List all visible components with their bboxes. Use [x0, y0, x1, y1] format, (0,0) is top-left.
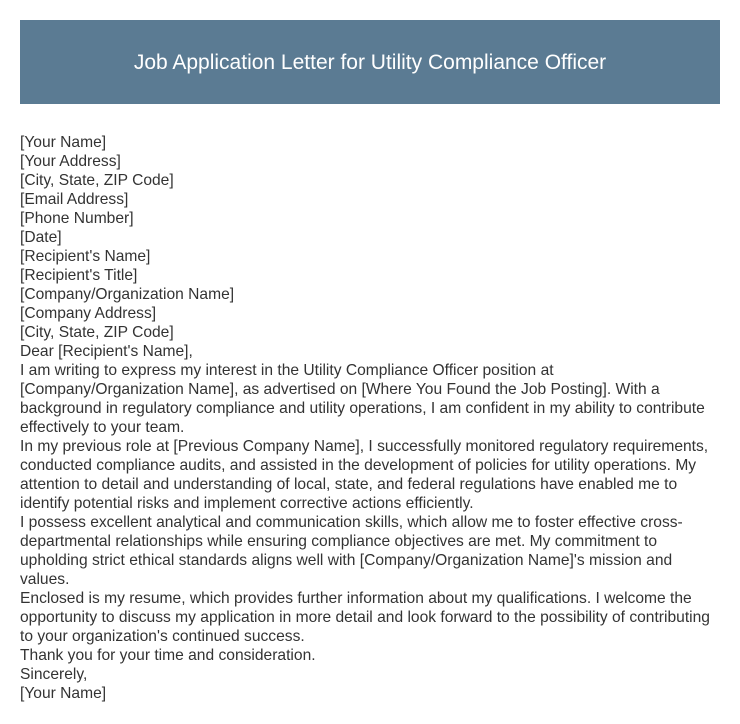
paragraph-enclosure: Enclosed is my resume, which provides further information about my qualifications. I welcome the opportunity to discuss my application in more detail and look forward to the possibility of contributing to your organization's continued success. [20, 590, 710, 645]
letter-body [20, 133, 720, 703]
letter-date: [Date] [20, 229, 62, 246]
recipient-address: [Company Address] [20, 305, 157, 322]
recipient-city-state-zip: [City, State, ZIP Code] [20, 324, 174, 341]
closing: Sincerely, [20, 666, 88, 683]
letter-header [20, 20, 720, 104]
sender-name: [Your Name] [20, 134, 107, 151]
paragraph-intro: I am writing to express my interest in the Utility Compliance Officer position at [Company/Organization Name], as advertised on [Where You Found the Job Posting]. With a background in regulatory compliance and utility operations, I am confident in my ability to contribute effectively to your team. [20, 362, 705, 436]
recipient-company: [Company/Organization Name] [20, 286, 235, 303]
sender-email: [Email Address] [20, 191, 129, 208]
page-title: Job Application Letter for Utility Compliance Officer [133, 50, 607, 74]
recipient-title: [Recipient's Title] [20, 267, 138, 284]
paragraph-thanks: Thank you for your time and consideration. [20, 647, 316, 664]
paragraph-experience: In my previous role at [Previous Company Name], I successfully monitored regulatory requirements, conducted compliance audits, and assisted in the development of policies for utility operations. My attention to detail and understanding of local, state, and federal regulations have enabled me to identify potential risks and implement corrective actions efficiently. [20, 438, 709, 512]
sender-address: [Your Address] [20, 153, 121, 170]
paragraph-skills: I possess excellent analytical and communication skills, which allow me to foster effective cross-departmental relationships while ensuring compliance objectives are met. My commitment to upholding strict ethical standards aligns well with [Company/Organization Name]'s mission and values. [20, 514, 683, 588]
sender-city-state-zip: [City, State, ZIP Code] [20, 172, 174, 189]
salutation: Dear [Recipient's Name], [20, 343, 193, 360]
signature: [Your Name] [20, 685, 107, 702]
recipient-name: [Recipient's Name] [20, 248, 151, 265]
sender-phone: [Phone Number] [20, 210, 134, 227]
